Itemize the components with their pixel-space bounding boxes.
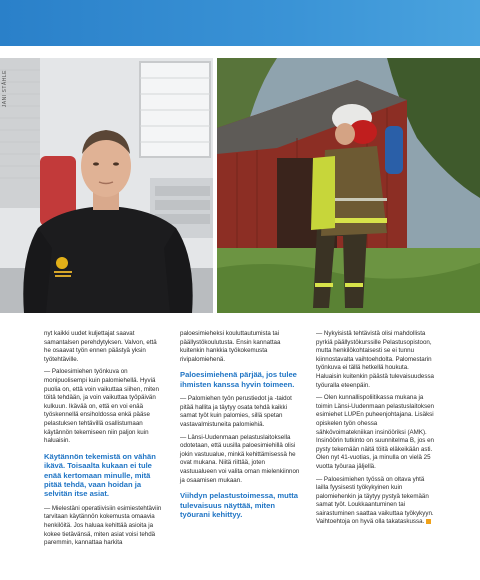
top-color-band — [0, 0, 480, 46]
paragraph-text: — Paloesimiehen työssä on oltava yhtä lailla fyysisesti työkykyinen kuin palomiehenkin ja täytyy pystyä tekemään samat työt. Loukkaantuminen tai sairastuminen saattaa vaikuttaa työkykyyn. Vaihtoehtoja on hyvä olla takataskussa. — [316, 475, 434, 526]
portrait-photo — [0, 58, 213, 313]
article-column-1 — [44, 330, 164, 552]
article-column-2 — [180, 330, 300, 525]
pull-quote: Viihdyn pelastustoimessa, mutta tulevaisuus näyttää, miten työurani kehittyy. — [180, 491, 299, 519]
paragraph: — Nykyisistä tehtävistä olisi mahdollista pyrkiä päällystökurssille Pelastusopistoon, mutta henkilökohtaisesti se ei tunnu kiinnostavalta vaihtoehdolta. Palomestarin työnkuva ei tällä hetkellä houkuta. Haluaisin kuitenkin päästä tulevaisuudessa työuralla eteenpäin. — [316, 330, 434, 389]
paragraph: nyt kaikki uudet kuljettajat saavat samantalsen perehdytyksen. Valvon, että he osaavat työn ennen päästyä yksin työtehtäville. — [44, 330, 157, 363]
paragraph: — Mielestäni operatiivisiin esimiestehtäviin tarvitaan käytännön kokemusta omaavia henkilöitä. Jos haluaa kehittää asioita ja kokee tietävänsä, miten asiat voisi tehdä paremmin, kannattaa harkita — [44, 504, 162, 547]
portrait-illustration — [0, 58, 213, 313]
paragraph-final — [316, 476, 436, 528]
photo-credit: JANI STÅHLE — [2, 70, 8, 108]
paragraph: — Paloesimiehen työnkuva on monipuolisempi kuin palomiehellä. Hyviä puolia on, että voin vaikuttaa siihen, miten töitä tehdään, ja voin vaikuttaa työpäivän kulkuun. Ikävää on, että en voi enää työskennellä ensiholdossa enkä pääse pelastuksen tehtävillä osallistumaan käytännön tekemiseen niin paljon kuin haluaisin. — [44, 368, 159, 445]
paragraph: — Palomiehen työn perustiedot ja -taidot pitää hallita ja täytyy osata tehdä kaikki samat työt kuin palomies, sillä spetan vastavalmistuneita palomiehiä. — [180, 395, 292, 428]
end-of-article-mark — [426, 519, 431, 524]
paragraph: paloesimieheksi kouluttautumista tai päällystökoulutusta. Ensin kannattaa kuitenkin hankkia työkokemusta rivipalomiehenä. — [180, 330, 281, 363]
pull-quote: Käytännön tekemistä on vähän ikävä. Toisaalta kukaan ei tule enää kertomaan minulle, mitä pitää tehdä, vaan hoidan ja selvitän itse asiat. — [44, 451, 156, 499]
article-column-3 — [316, 330, 436, 531]
pull-quote: Paloesimiehenä pärjää, jos tulee ihmisten kanssa hyvin toimeen. — [180, 370, 297, 389]
firefighter-photo — [217, 58, 480, 313]
paragraph: — Länsi-Uudenmaan pelastuslaitoksella odotetaan, että uusilla paloesimiehillä olisi jokin vastuualue, minkä kehittämisessä he ovat mukana. Niitä riittää, joten vastuualueen voi valita oman mielenkiinnon ja osaamisen mukaan. — [180, 433, 300, 484]
firefighter-illustration — [217, 58, 480, 313]
article-body — [44, 330, 436, 570]
paragraph: — Olen kunnallispoliitikassa mukana ja toimin Länsi-Uudenmaan pelastuslaitoksen esimiehet LUPEn puheenjohtajana. Lisäksi opiskelen työn ohessa sähkövoimatekniikan insinööriksi (AMK). Insinöörin tutkinto on suunnitelma B, jos en pysty tekemään näitä töitä eläkeikään asti. Olen nyt 41-vuotias, ja minulla on vielä 25 vuotta työuraa jäljellä. — [316, 394, 434, 470]
